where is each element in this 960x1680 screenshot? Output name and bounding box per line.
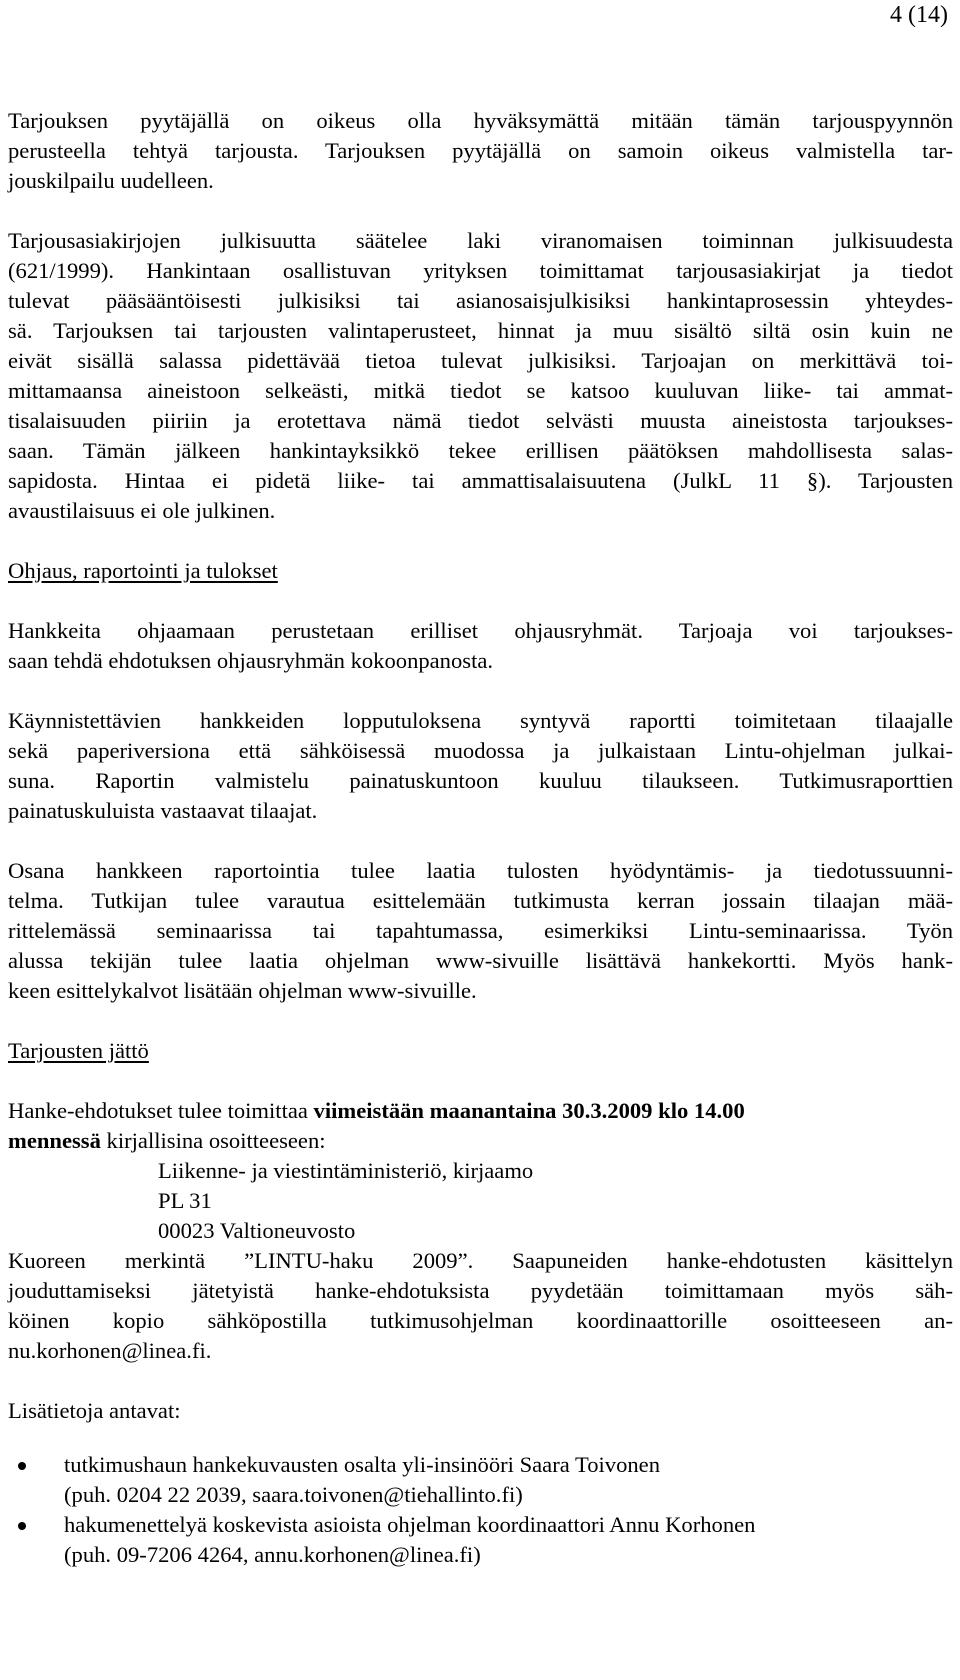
paragraph-steering-groups: [8, 616, 953, 676]
paragraph-deadline: [8, 1096, 953, 1156]
deadline-date: viimeistään maanantaina 30.3.2009 klo 14.00: [313, 1098, 745, 1123]
address-line: 00023 Valtioneuvosto: [158, 1218, 356, 1243]
text-line: Tarjousasiakirjojen julkisuutta säätelee laki viranomaisen toiminnan julkisuudesta: [8, 228, 953, 253]
spacer: [8, 826, 953, 856]
text-line: saan tehdä ehdotuksen ohjausryhmän kokoonpanosta.: [8, 648, 494, 673]
text-line: [8, 1126, 953, 1156]
address-line: PL 31: [158, 1188, 212, 1213]
text-line: Hankkeita ohjaamaan perustetaan erilliset ohjausryhmät. Tarjoaja voi tarjoukses-: [8, 618, 953, 643]
deadline-text: Hanke-ehdotukset tulee toimittaa: [8, 1098, 314, 1123]
bullet-icon: [18, 1462, 26, 1470]
text-line: jouskilpailu uudelleen.: [8, 168, 214, 193]
text-line: sekä paperiversiona että sähköisessä muodossa ja julkaistaan Lintu-ohjelman julkai-: [8, 738, 953, 763]
text-line: köinen kopio sähköpostilla tutkimusohjelman koordinaattorille osoitteeseen an-: [8, 1308, 953, 1333]
text-line: telma. Tutkijan tulee varautua esittelemään tutkimusta kerran jossain tilaajan mää-: [8, 888, 953, 913]
text-line: Kuoreen merkintä ”LINTU-haku 2009”. Saapuneiden hanke-ehdotusten käsittelyn: [8, 1248, 953, 1273]
text-line: (621/1999). Hankintaan osallistuvan yrityksen toimittamat tarjousasiakirjat ja tiedot: [8, 258, 953, 283]
text-line: mittamaansa aineistoon selkeästi, mitkä tiedot se katsoo kuuluvan liike- tai ammat-: [8, 378, 953, 403]
contact-list: [8, 1450, 953, 1570]
text-line: tulevat pääsääntöisesti julkisiksi tai asianosaisjulkisiksi hankintaprosessin yhteydes-: [8, 288, 953, 313]
address-line: Liikenne- ja viestintäministeriö, kirjaamo: [158, 1158, 534, 1183]
text-line: alussa tekijän tulee laatia ohjelman www-sivuille lisättävä hankekortti. Myös hank-: [8, 948, 953, 973]
text-line: [8, 1096, 953, 1126]
document-body: [8, 106, 953, 1570]
contact-description: tutkimushaun hankekuvausten osalta yli-insinööri Saara Toivonen: [64, 1452, 660, 1477]
text-line: Käynnistettävien hankkeiden lopputuloksena syntyvä raportti toimitetaan tilaajalle: [8, 708, 953, 733]
text-line: nu.korhonen@linea.fi.: [8, 1338, 212, 1363]
spacer: [8, 1426, 953, 1450]
text-line: tisalaisuuden piiriin ja erotettava nämä tiedot selvästi muusta aineistosta tarjoukses-: [8, 408, 953, 433]
deadline-suffix: mennessä: [8, 1128, 101, 1153]
paragraph-report: [8, 706, 953, 826]
contact-description: hakumenettelyä koskevista asioista ohjelman koordinaattori Annu Korhonen: [64, 1512, 756, 1537]
spacer: [8, 196, 953, 226]
text-line: sapidosta. Hintaa ei pidetä liike- tai ammattisalaisuutena (JulkL 11 §). Tarjousten: [8, 468, 953, 493]
spacer: [8, 526, 953, 556]
paragraph-envelope: [8, 1246, 953, 1366]
text-line: Tarjouksen pyytäjällä on oikeus olla hyväksymättä mitään tämän tarjouspyynnön: [8, 108, 953, 133]
contact-details: (puh. 09-7206 4264, annu.korhonen@linea.fi): [64, 1542, 481, 1567]
text-line: rittelemässä seminaarissa tai tapahtumassa, esimerkiksi Lintu-seminaarissa. Työn: [8, 918, 953, 943]
text-line: suna. Raportin valmistelu painatuskuntoon kuuluu tilaukseen. Tutkimusraporttien: [8, 768, 953, 793]
postal-address: [8, 1156, 953, 1246]
list-item: [8, 1510, 953, 1570]
contact-details: (puh. 0204 22 2039, saara.toivonen@tiehallinto.fi): [64, 1482, 523, 1507]
paragraph-publicity: [8, 226, 953, 526]
text-line: avaustilaisuus ei ole julkinen.: [8, 498, 276, 523]
text-line: painatuskuluista vastaavat tilaajat.: [8, 798, 318, 823]
page-number: 4 (14): [890, 2, 948, 28]
spacer: [8, 586, 953, 616]
paragraph-offer-rights: [8, 106, 953, 196]
section-heading-steering: Ohjaus, raportointi ja tulokset: [8, 558, 278, 583]
text-line: Osana hankkeen raportointia tulee laatia tulosten hyödyntämis- ja tiedotussuunni-: [8, 858, 953, 883]
text-line: perusteella tehtyä tarjousta. Tarjouksen pyytäjällä on samoin oikeus valmistella tar-: [8, 138, 953, 163]
text-line: sä. Tarjouksen tai tarjousten valintaperusteet, hinnat ja muu sisältö siltä osin kuin ne: [8, 318, 953, 343]
bullet-icon: [18, 1522, 26, 1530]
text-line: saan. Tämän jälkeen hankintayksikkö tekee erillisen päätöksen mahdollisesta salas-: [8, 438, 953, 463]
text-line: jouduttamiseksi jätetyistä hanke-ehdotuksista pyydetään toimittamaan myös säh-: [8, 1278, 953, 1303]
list-item: [8, 1450, 953, 1510]
spacer: [8, 1366, 953, 1396]
paragraph-dissemination: [8, 856, 953, 1006]
deadline-address-intro: kirjallisina osoitteeseen:: [100, 1128, 326, 1153]
text-line: keen esittelykalvot lisätään ohjelman www-sivuille.: [8, 978, 477, 1003]
section-heading-submission: Tarjousten jättö: [8, 1038, 149, 1063]
contacts-label: Lisätietoja antavat:: [8, 1398, 181, 1423]
text-line: eivät sisällä salassa pidettävää tietoa tulevat julkisiksi. Tarjoajan on merkittävä toi-: [8, 348, 953, 373]
spacer: [8, 676, 953, 706]
spacer: [8, 1006, 953, 1036]
spacer: [8, 1066, 953, 1096]
